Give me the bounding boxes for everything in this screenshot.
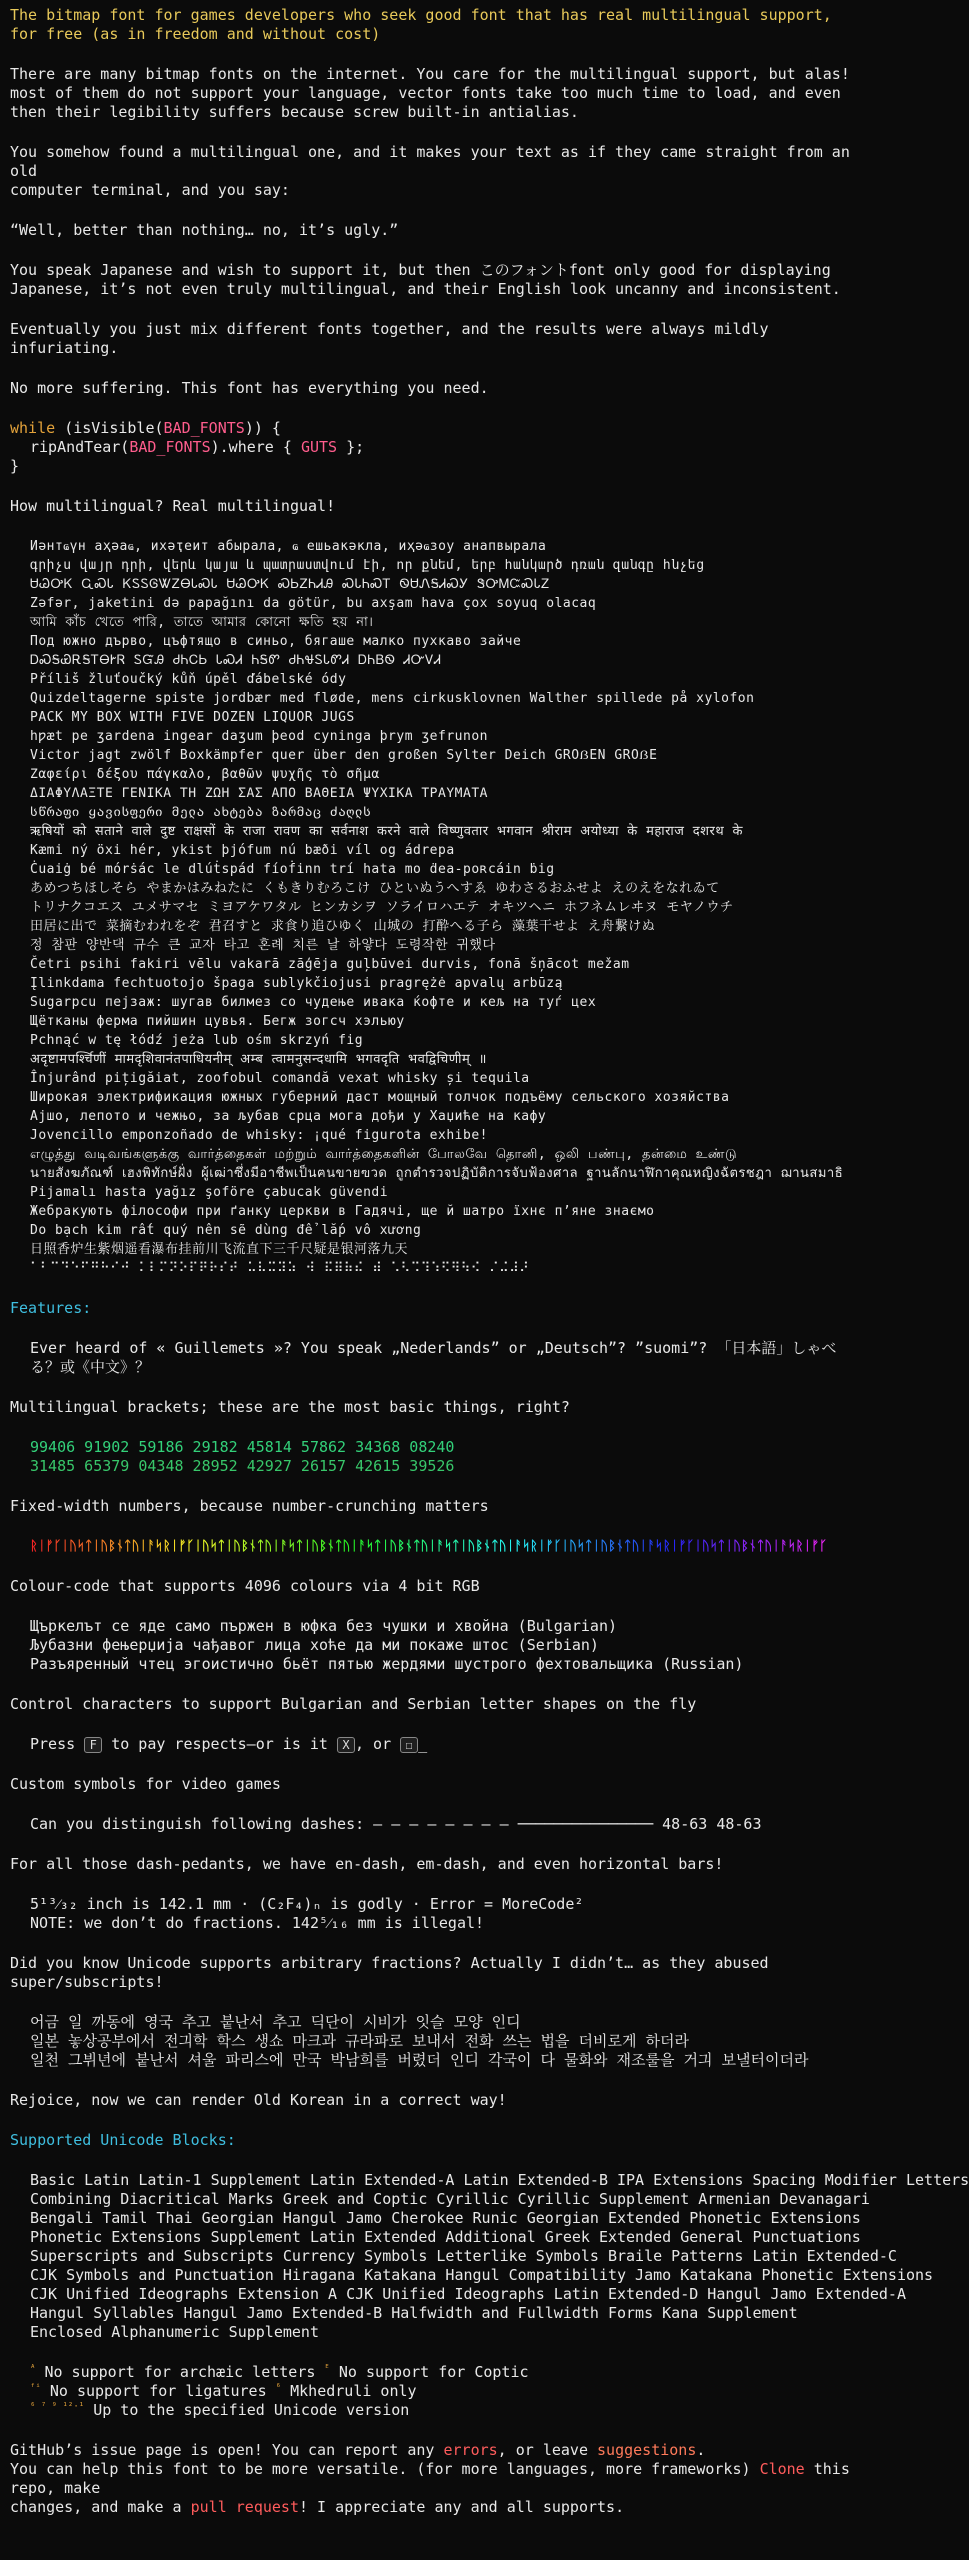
language-sample: Jovencillo emponzoñado de whisky: ¡qué figurota exhibe! <box>30 1128 488 1143</box>
code-arg1: BAD_FONTS <box>163 419 245 437</box>
footer <box>10 2441 864 2517</box>
korean-heading: Rejoice, now we can render Old Korean in a correct way! <box>10 2091 507 2109</box>
unicode-block-row: Enclosed Alphanumeric Supplement <box>30 2323 319 2341</box>
para2-line1: You somehow found a multilingual one, and it makes your text as if they came straight from an old <box>10 143 850 180</box>
note-mark: ᴬ <box>30 2364 36 2374</box>
code-sample <box>10 419 864 476</box>
rainbow-runes: ᚱᛁᚠᚴᛁᚢᛋᛏᛁᚢᛒᚾᛏᚢᛁᚨᛋᚱᛁᚠᚴᛁᚢᛋᛏᛁᚢᛒᚾᛏᚢᛁᚨᛋᛏᛁᚢᛒᚾᛏᚢᛁᚨᛋᛏᛁᚢᛒᚾᛏᚢᛁᚨᛋᛏᛁᚢᛒᚾᛏᚢᛁᚨᛋᚱᛁᚠᚴᛁᚢᛋᛏᛁᚢᛒᚾᛏᚢᛁᚨᛋᚱᛁᚠᚴᛁᚢᛋᛏᛁᚢᛒᚾᛏᚢᛁᚨᛋᚱᛁᚠᚴ <box>30 1539 827 1554</box>
unicode-block-row: Phonetic Extensions Supplement Latin Extended Additional Greek Extended General Punctuations <box>30 2228 861 2246</box>
language-sample: Sugarpcu пејзаж: шугав билмез со чудење ивака ќофте и кељ на туѓ цех <box>30 995 597 1010</box>
language-sample: Victor jagt zwölf Boxkämpfer quer über den großen Sylter Deich GROẞEN GROẞE <box>30 748 658 763</box>
language-sample: Četri psihi fakiri vēlu vakarā zāģēja guļbūvei durvis, fonā šņācot mežam <box>30 957 630 972</box>
language-sample: Иәнтҩүн аҳәаҩ, ихәҭеит абырала, ҩ ешьакәкла, иҳәҩзоу анапвырала <box>30 539 547 554</box>
language-sample: Ċuaiġ bé mórṡác le dlúṫspád fíoḟinn trí hata mo ḋea-poʀcáin ḃig <box>30 862 555 877</box>
language-sample: Pchnąć w tę łódź jeża lub ośm skrzyń fig <box>30 1033 364 1048</box>
language-sample: นายสังฆภัณฑ์ เฮงพิทักษ์ฝั่ง ผู้เฒ่าซึ่งมีอาชีพเป็นฅนขายฃวด ถูกตำรวจปฏิบัติการจับฟ้องศาล ฐานลักนาฬิกาคุณหญิงฉัตรชฎา ฌานสมาธิ <box>30 1166 844 1181</box>
language-sample: トリナクコエス ユメサマセ ミヨアケワタル ヒンカシヲ ソライロハエテ オキツヘニ ホフネムレヰヌ モヤノウチ <box>30 900 734 915</box>
note-line <box>30 2401 864 2420</box>
fraction-line-1: 5¹³⁄₃₂ inch is 142.1 mm · (C₂F₄)ₙ is godly · Error = MoreCode² <box>30 1895 584 1913</box>
code-arg3: GUTS <box>300 438 338 456</box>
para2-line2: computer terminal, and you say: <box>10 181 290 199</box>
unicode-question: Did you know Unicode supports arbitrary fractions? Actually I didn’t… as they abused super/subscripts! <box>10 1954 769 1991</box>
language-sample: あめつちほしそら やまかはみねたに くもきりむろこけ ひといぬうへすゑ ゆわさるおふせよ えのえをなれゐて <box>30 881 720 896</box>
press-text-4: _ <box>418 1735 428 1753</box>
code-visible: (isVisible( <box>64 419 164 437</box>
language-sample: ऋषियों को सताने वाले दुष्ट राक्षसों के राजा रावण का सर्वनाश करने वाले विष्णुवतार भगवान श्रीराम अयोध्या के महाराज दशरथ के <box>30 824 743 839</box>
language-sample: სწრაფი ყავისფერი მელა ახტება ზარმაც ძაღლს <box>30 805 372 820</box>
press-line <box>10 1735 864 1754</box>
unicode-block-row: Basic Latin Latin-1 Supplement Latin Extended-A Latin Extended-B IPA Extensions Spacing Modifier Letters <box>30 2171 969 2189</box>
language-sample: Под южно дърво, цъфтящо в синьо, бягаше малко пухкаво зайче <box>30 634 522 649</box>
footer-text-3: . <box>696 2441 706 2459</box>
key-x-icon: X <box>337 1737 355 1753</box>
para3-line2: Japanese, it’s not even truly multilingual, and their English look uncanny and inconsistent. <box>10 280 841 298</box>
footer-text-5: this repo, make <box>10 2460 850 2497</box>
suggestions-link[interactable]: suggestions <box>597 2441 697 2459</box>
language-sample: 日照香炉生紫烟遥看瀑布挂前川飞流直下三千尺疑是银河落九天 <box>30 1242 409 1257</box>
serbian-line: Љубазни фењерџија чађавог лица хоће да ми покаже штос (Serbian) <box>30 1636 599 1654</box>
language-sample: আমি কাঁচ খেতে পারি, তাতে আমার কোনো ক্ষতি হয় না। <box>30 615 374 630</box>
note-mark: ᴱ <box>324 2364 330 2374</box>
footer-text-6: changes, and make a <box>10 2498 191 2516</box>
key-square-icon: ☐ <box>400 1737 418 1753</box>
language-sample: Ζαφείρι δέξου πάγκαλο, βαθῶν ψυχῆς τὸ σῆμα <box>30 767 380 782</box>
title-line-2: for free (as in freedom and without cost) <box>10 25 381 43</box>
code-rip: ripAndTear( <box>30 438 130 456</box>
para5: No more suffering. This font has everything you need. <box>10 379 489 397</box>
note-text: Up to the specified Unicode version <box>93 2401 410 2419</box>
braille-row: ⠁⠃⠉⠙⠑⠋⠛⠓⠊⠚ ⠅⠇⠍⠝⠕⠏⠟⠗⠎⠞ ⠥⠧⠭⠽⠵ ⠺ ⠯⠿⠷⠮ ⠾ ⠡⠣⠩⠹⠱⠫⠻⠳⠪ ⠌⠬⠼⠜ <box>30 1261 530 1276</box>
blocks-notes <box>10 2363 864 2420</box>
language-sample: Înjurând pițigăiat, zoofobul comandă vexat whisky și tequila <box>30 1071 530 1086</box>
language-sample: எழுத்து வடிவங்களுக்கு வார்த்தைகள் மற்றும் வார்த்தைகளின் போலவே தொனி, ஒலி பண்பு, தன்மை உண்டு <box>30 1147 738 1162</box>
language-sample: Ајшо, лепото и чежњо, за љубав срца мога дођи у Хаџиће на кафу <box>30 1109 547 1124</box>
brackets-heading: Multilingual brackets; these are the most basic things, right? <box>10 1398 570 1416</box>
custom-heading: Custom symbols for video games <box>10 1775 281 1793</box>
unicode-block-row: Bengali Tamil Thai Georgian Hangul Jamo Cherokee Runic Georgian Extended Phonetic Extensions <box>30 2209 861 2227</box>
unicode-block-row: Hangul Syllables Hangul Jamo Extended-B Halfwidth and Fullwidth Forms Kana Supplement <box>30 2304 798 2322</box>
press-text-2: to pay respects—or is it <box>102 1735 337 1753</box>
blocks-heading: Supported Unicode Blocks: <box>10 2131 236 2149</box>
press-text-1: Press <box>30 1735 76 1753</box>
bulgarian-line: Щъркелът се яде само пържен в юфка без чушки и хвойна (Bulgarian) <box>30 1617 617 1635</box>
multilingual-heading: How multilingual? Real multilingual! <box>10 497 336 515</box>
note-line <box>30 2363 864 2382</box>
language-sample: Quizdeltagerne spiste jordbær med fløde, mens cirkusklovnen Walther spillede på xylofon <box>30 691 755 706</box>
language-sample: գրիչս վայր դրի, վերև կայա և պատրաստվում էի, որ քնեմ, երբ հանկարծ դռան զանգը հնչեց <box>30 558 705 573</box>
colour-heading: Colour-code that supports 4096 colours via 4 bit RGB <box>10 1577 480 1595</box>
para3-line1: You speak Japanese and wish to support it, but then このフォントfont only good for displaying <box>10 261 831 279</box>
features-heading: Features: <box>10 1299 92 1317</box>
unicode-block-row: CJK Symbols and Punctuation Hiragana Katakana Hangul Compatibility Jamo Katakana Phonetic Extensions <box>30 2266 934 2284</box>
language-sample: Kæmi ný öxi hér, ykist þjófum nú bæði víl og ádrepa <box>30 843 455 858</box>
note-line <box>30 2382 864 2401</box>
press-text-3: , or <box>355 1735 401 1753</box>
language-sample: PACK MY BOX WITH FIVE DOZEN LIQUOR JUGS <box>30 710 355 725</box>
unicode-block-row: CJK Unified Ideographs Extension A CJK Unified Ideographs Latin Extended-D Hangul Jamo Extended-A <box>30 2285 906 2303</box>
para1-line3: then their legibility suffers because screw built-in antialias. <box>10 103 579 121</box>
key-f-icon: F <box>84 1737 102 1753</box>
code-close1: )) { <box>244 419 281 437</box>
language-sample: अदृष्टामपर्श्चिणीं मामदृशिवानंतपाधियनीम् अम्ब त्वामनुसन्दधामि भगवदृति भवद्विचिणीम् ॥ <box>30 1052 487 1067</box>
footer-text-7: ! I appreciate any and all supports. <box>299 2498 625 2516</box>
language-sample: Příliš žluťoučký kůň úpěl ďábelské ódy <box>30 672 347 687</box>
note-mark: ⁶ ⁷ ⁹ ¹²·¹ <box>30 2402 85 2412</box>
note-mark: ᶠⁱ <box>30 2383 41 2393</box>
code-end: }; <box>337 438 365 456</box>
dashes-line: Can you distinguish following dashes: ‒ ‒ ‒ ‒ ‒ ‒ ‒ ‒ ─────────────── 48-63 48‑63 <box>30 1815 762 1833</box>
language-samples <box>10 537 864 1259</box>
errors-link[interactable]: errors <box>443 2441 498 2459</box>
note-mark: ⁶ <box>275 2383 282 2393</box>
language-sample: hƿæt pe ʒardena ingear daʒum þeod cyninga þrym ʒefrunon <box>30 729 488 744</box>
unicode-block-row: Combining Diacritical Marks Greek and Coptic Cyrillic Cyrillic Supplement Armenian Devanagari <box>30 2190 870 2208</box>
note-text: No support for ligatures <box>49 2382 267 2400</box>
old-korean-3: 일천 그뷔년에 붙난서 셔울 파리스에 만국 박남희를 버렸더 인디 각국이 다 물화와 재조룰을 거긔 보낼터이더라 <box>30 2051 809 2069</box>
note-text: Mkhedruli only <box>290 2382 417 2400</box>
russian-line: Разъяренный чтец эгоистично бьёт пятью жердями шустрого фехтовальщика (Russian) <box>30 1655 744 1673</box>
code-arg2: BAD_FONTS <box>129 438 211 456</box>
code-while: while <box>10 419 56 437</box>
old-korean-1: 어금 일 까동에 영국 추고 붙난서 추고 딕단이 시비가 잇슬 모양 인디 <box>30 2013 521 2031</box>
title-line-1: The bitmap font for games developers who seek good font that has real multilingual support, <box>10 6 832 24</box>
unicode-blocks-list <box>10 2171 969 2342</box>
numbers-row-2: 31485 65379 04348 28952 42927 26157 42615 39526 <box>30 1457 455 1475</box>
code-where: ).where { <box>210 438 301 456</box>
language-sample: Zəfər, jaketini də papağını da götür, bu axşam hava çox soyuq olacaq <box>30 596 597 611</box>
note-text: No support for Coptic <box>338 2363 529 2381</box>
numbers-row-1: 99406 91902 59186 29182 45814 57862 34368 08240 <box>30 1438 455 1456</box>
clone-link[interactable]: Clone <box>759 2460 805 2478</box>
footer-text-1: GitHub’s issue page is open! You can report any <box>10 2441 444 2459</box>
language-sample: Широкая электрификация южных губерний даст мощный толчок подъёму сельского хозяйства <box>30 1090 730 1105</box>
language-sample: Pijamalı hasta yağız şoföre çabucak güvendi <box>30 1185 389 1200</box>
language-sample: ᏌᏊᎤᏦ ᏩᏍᏓ ᏦᏚᏚᎶᏔᏃᎾᏓᏍᏓ ᏌᏊᎤᏦ ᏍᏏᏃᏂᏗᎯ ᏍᏓᏂᏍᎢ ᏫᏌᏁᎦᏗᏍᎩ ᏕᎤᎷᏨᏍᏓᏃ <box>30 577 550 592</box>
fraction-line-2: NOTE: we don’t do fractions. 142⁵⁄₁₆ mm is illegal! <box>30 1914 485 1932</box>
dash-heading: For all those dash-pedants, we have en-dash, em-dash, and even horizontal bars! <box>10 1855 724 1873</box>
numbers-heading: Fixed-width numbers, because number-crunching matters <box>10 1497 489 1515</box>
language-sample: ᎠᏍᎦᏯᎡᎦᎢᎾᎨᏒ ᏚᏳᎯ ᏧᏂᏟᏏ ᏓᏍᏗ ᏂᎦᏛ ᏧᏂᏠᏚᏓᏛᏗ ᎠᏂᏴᏫ ᏗᏅᏙᏗ <box>30 653 442 668</box>
footer-text-2: , or leave <box>497 2441 598 2459</box>
para4: Eventually you just mix different fonts together, and the results were always mildly infuriating. <box>10 320 769 357</box>
pull-request-link[interactable]: pull request <box>190 2498 299 2516</box>
para1-line1: There are many bitmap fonts on the internet. You care for the multilingual support, but alas! <box>10 65 850 83</box>
control-heading: Control characters to support Bulgarian and Serbian letter shapes on the fly <box>10 1695 697 1713</box>
code-close-brace: } <box>10 457 20 475</box>
language-sample: Жебракують філософи при ґанку церкви в Гадячі, ще й шатро їхнє п’яне знаємо <box>30 1204 655 1219</box>
para1-line2: most of them do not support your language, vector fonts take too much time to load, and even <box>10 84 841 102</box>
language-sample: Įlinkdama fechtuotojo špaga sublykčiojusi pragrężė apvalų arbūzą <box>30 976 563 991</box>
unicode-block-row: Superscripts and Subscripts Currency Symbols Letterlike Symbols Braile Patterns Latin Extended-C <box>30 2247 897 2265</box>
guillemets-line: Ever heard of « Guillemets »? You speak „Nederlands” or „Deutsch”? ”suomi”? 「日本語」しゃべる？或《中文》？ <box>30 1339 837 1376</box>
language-sample: 정 참판 양반댁 규수 큰 교자 타고 혼례 치른 날 하얗다 도령작한 귀했다 <box>30 938 496 953</box>
language-sample: 田居に出で 菜摘むわれをぞ 君召すと 求食り追ひゆく 山城の 打酔へる子ら 藻葉干せよ え舟繋けぬ <box>30 919 656 934</box>
language-sample: Do bạch kim rất quý nên sẽ dùng để lắp vô xương <box>30 1223 422 1238</box>
footer-text-4: You can help this font to be more versatile. (for more languages, more frameworks) <box>10 2460 760 2478</box>
quote: “Well, better than nothing… no, it’s ugly.” <box>10 221 399 239</box>
language-sample: ΔΙΑΦΥΛΑΞΤΕ ΓΕΝΙΚΑ ΤΗ ΖΩΗ ΣΑΣ ΑΠΟ ΒΑΘΕΙΑ ΨΥΧΙΚΑ ΤΡΑΥΜΑΤΑ <box>30 786 488 801</box>
note-text: No support for archæic letters <box>44 2363 316 2381</box>
old-korean-2: 일본 놓상공부에서 전긔학 학스 생쇼 마크과 규라파로 보내서 전화 쓰는 법을 더비로게 하더라 <box>30 2032 689 2050</box>
language-sample: Щётканы ферма пийшин цувья. Бегж зогсч хэльюу <box>30 1014 405 1029</box>
